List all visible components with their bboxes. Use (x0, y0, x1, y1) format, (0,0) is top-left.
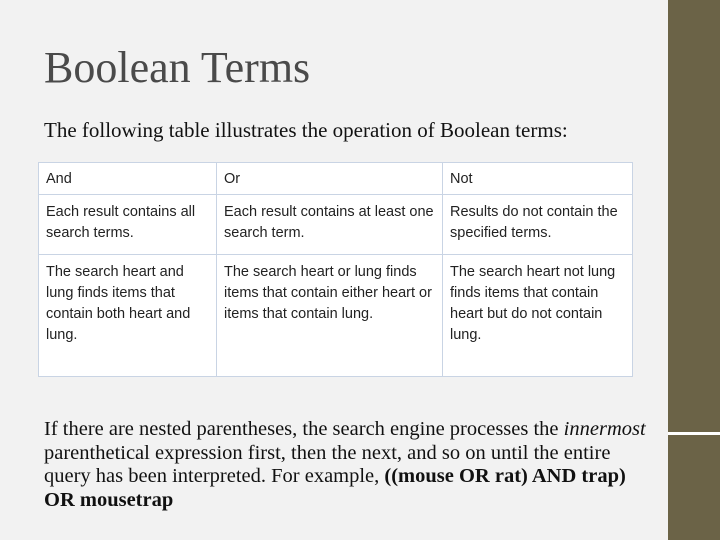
decorative-side-bar-top (668, 0, 720, 432)
nested-parentheses-explanation (44, 418, 654, 512)
intro-text: The following table illustrates the operation of Boolean terms: (44, 118, 568, 142)
explanation-part-2: parenthetical expression first, then the next, and so on until the entire query has been interpreted. For example, (44, 441, 611, 487)
table-cell: The search heart and lung finds items that contain both heart and lung. (39, 255, 217, 377)
table-cell: The search heart not lung finds items that contain heart but do not contain lung. (443, 255, 633, 377)
decorative-side-bar-bottom (668, 435, 720, 540)
header-or: Or (217, 163, 443, 195)
table-cell: The search heart or lung finds items that contain either heart or items that contain lung. (217, 255, 443, 377)
header-not: Not (443, 163, 633, 195)
table-cell: Results do not contain the specified terms. (443, 195, 633, 255)
table-cell: Each result contains all search terms. (39, 195, 217, 255)
boolean-terms-table (38, 162, 633, 377)
explanation-part-1: If there are nested parentheses, the search engine processes the (44, 418, 564, 440)
table-cell: Each result contains at least one search term. (217, 195, 443, 255)
table-row (39, 195, 633, 255)
table-row (39, 255, 633, 377)
header-and: And (39, 163, 217, 195)
table-header-row (39, 163, 633, 195)
slide-title: Boolean Terms (44, 43, 311, 92)
example-query: ((mouse OR rat) AND trap) OR mousetrap (44, 465, 626, 511)
explanation-emphasis: innermost (563, 418, 646, 440)
